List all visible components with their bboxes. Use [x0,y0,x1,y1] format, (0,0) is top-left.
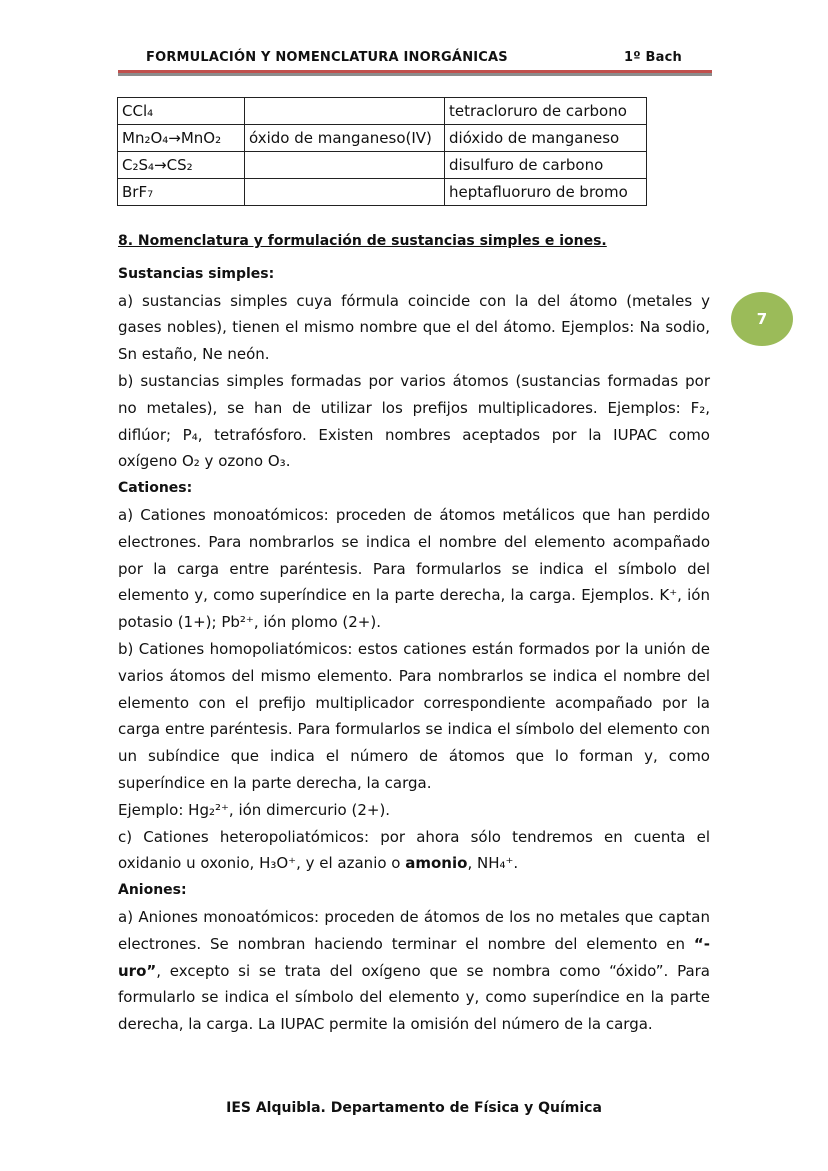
cationes-c-bold: amonio [405,854,468,873]
header-rule-gray [118,73,712,76]
table-cell-formula: BrF₇ [118,179,245,206]
heading-cationes: Cationes: [118,480,193,497]
table-cell-stock: óxido de manganeso(IV) [245,125,445,152]
paragraph-simples-b: b) sustancias simples formadas por varios átomos (sustancias formadas por no metales), se han de utilizar los prefijos multiplicadores. Ejemplos: F₂, diflúor; P₄, tetrafósforo. Existen nombres aceptados por la IUPAC como oxígeno O₂ y ozono O₃. [118,371,710,471]
heading-simples: Sustancias simples: [118,265,275,282]
table-cell-systematic: dióxido de manganeso [445,125,647,152]
table-row [118,98,647,125]
cationes-c-tail: , NH₄⁺. [467,854,519,873]
table-cell-stock [245,152,445,179]
paragraph-cationes-b: b) Cationes homopoliatómicos: estos cationes están formados por la unión de varios átomos del mismo elemento. Para nombrarlos se indica el nombre del elemento con el prefijo multiplicador correspondiente acompañado por la carga entre paréntesis. Para formularlos se indica el símbolo del elemento con un subíndice que indica el número de átomos que lo forman y, como superíndice en la parte derecha, la carga. [118,639,710,792]
table-cell-stock [245,179,445,206]
paragraph-cationes-b-example: Ejemplo: Hg₂²⁺, ión dimercurio (2+). [118,800,391,819]
table-row [118,152,647,179]
paragraph-cationes-c [118,824,710,878]
page-header [118,50,710,70]
aniones-a-tail: , excepto si se trata del oxígeno que se nombra como “óxido”. Para formularlo se indica el símbolo del elemento y, como superíndice en la parte derecha, la carga. La IUPAC permite la omisión del número de la carga. [118,961,710,1034]
table-cell-formula: Mn₂O₄→MnO₂ [118,125,245,152]
cationes-c-text: c) Cationes heteropoliatómicos: por ahora sólo tendremos en cuenta el oxidanio u oxonio, H₃O⁺, y el azanio o [118,827,710,873]
table-cell-systematic: heptafluoruro de bromo [445,179,647,206]
page-footer: IES Alquibla. Departamento de Física y Química [226,1100,602,1116]
heading-aniones: Aniones: [118,882,187,899]
aniones-a-text: a) Aniones monoatómicos: proceden de átomos de los no metales que captan electrones. Se nombran haciendo terminar el nombre del elemento en [118,907,710,953]
header-title: FORMULACIÓN Y NOMENCLATURA INORGÁNICAS [146,50,508,65]
table-cell-formula: CCl₄ [118,98,245,125]
section-title: 8. Nomenclatura y formulación de sustancias simples e iones. [118,233,607,249]
table-cell-stock [245,98,445,125]
page-number-badge: 7 [731,292,793,346]
table-cell-systematic: tetracloruro de carbono [445,98,647,125]
main-content [118,228,710,1038]
formulas-table [117,97,647,206]
aniones-a-bold: “-uro” [118,934,710,980]
table-cell-formula: C₂S₄→CS₂ [118,152,245,179]
paragraph-aniones-a [118,904,710,1038]
table-row [118,125,647,152]
paragraph-simples-a: a) sustancias simples cuya fórmula coincide con la del átomo (metales y gases nobles), tienen el mismo nombre que el del átomo. Ejemplos: Na sodio, Sn estaño, Ne neón. [118,291,710,364]
paragraph-cationes-a: a) Cationes monoatómicos: proceden de átomos metálicos que han perdido electrones. Para nombrarlos se indica el nombre del elemento acompañado por la carga entre paréntesis. Para formularlos se indica el símbolo del elemento y, como superíndice en la parte derecha, la carga. Ejemplos. K⁺, ión potasio (1+); Pb²⁺, ión plomo (2+). [118,505,710,632]
table-row [118,179,647,206]
header-course: 1º Bach [624,50,682,65]
table-cell-systematic: disulfuro de carbono [445,152,647,179]
